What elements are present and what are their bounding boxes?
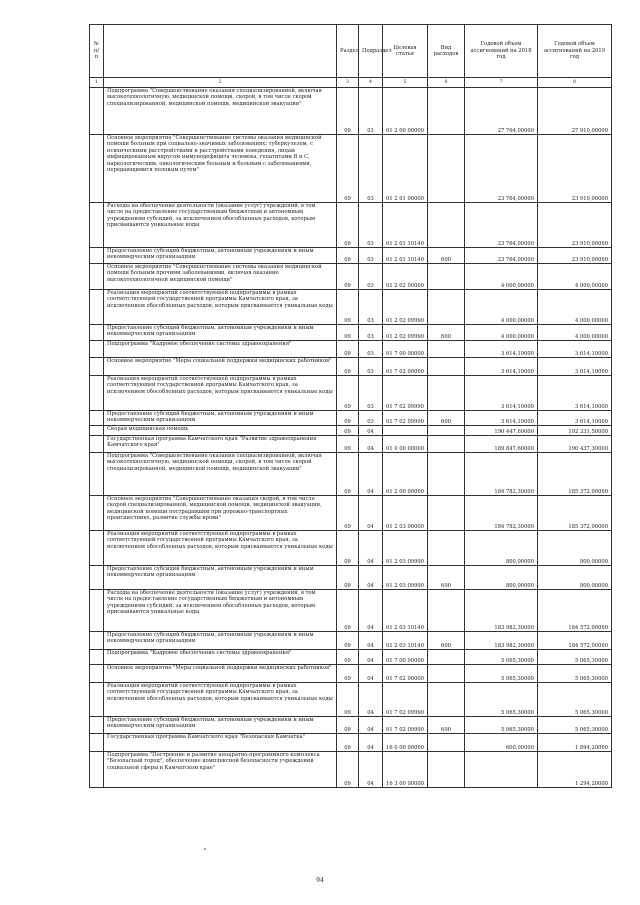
row-amount-2019: 800,00000	[538, 531, 612, 566]
row-amount-2019: 5 065,30000	[538, 717, 612, 734]
row-number	[90, 632, 104, 650]
row-amount-2019: 1 894,20000	[538, 734, 612, 752]
row-section: 09	[337, 665, 359, 683]
page-number: 94	[316, 877, 324, 884]
row-expense-type	[428, 436, 465, 453]
row-subsection: 04	[359, 453, 383, 496]
table-row	[90, 426, 612, 436]
row-subsection: 04	[359, 683, 383, 717]
table-row	[90, 341, 612, 358]
row-subsection: 03	[359, 325, 383, 341]
row-amount-2018: 4 000,00000	[465, 290, 538, 325]
row-subsection: 04	[359, 590, 383, 632]
row-subsection: 04	[359, 436, 383, 453]
row-target: 01 2 00 00000	[383, 88, 428, 135]
row-target: 01 7 02 00000	[383, 358, 428, 376]
row-number	[90, 248, 104, 264]
table-row	[90, 290, 612, 325]
row-amount-2018: 4 000,00000	[465, 325, 538, 341]
row-amount-2018: 183 982,30000	[465, 632, 538, 650]
scan-speck	[204, 848, 206, 850]
table-row	[90, 88, 612, 135]
row-subsection: 03	[359, 358, 383, 376]
row-target: 01 2 02 00000	[383, 264, 428, 290]
row-subsection: 04	[359, 752, 383, 788]
col-number: 7	[465, 78, 538, 88]
row-amount-2018: 3 614,10000	[465, 376, 538, 411]
row-expense-type: 600	[428, 717, 465, 734]
col-number: 4	[359, 78, 383, 88]
row-expense-type: 600	[428, 248, 465, 264]
row-expense-type: 600	[428, 632, 465, 650]
row-number	[90, 411, 104, 426]
row-section: 09	[337, 325, 359, 341]
row-section: 09	[337, 566, 359, 590]
row-section: 09	[337, 376, 359, 411]
row-target: 01 2 01 10140	[383, 203, 428, 248]
row-number	[90, 717, 104, 734]
table-row	[90, 264, 612, 290]
row-number	[90, 734, 104, 752]
row-amount-2019: 184 572,00000	[538, 590, 612, 632]
row-name: Предоставление субсидий бюджетным, автономным учреждениям и иным некоммерческим организациям	[104, 325, 337, 341]
row-amount-2018: 3 614,10000	[465, 411, 538, 426]
row-number	[90, 376, 104, 411]
row-expense-type	[428, 531, 465, 566]
row-expense-type	[428, 426, 465, 436]
row-target: 01 7 02 09990	[383, 376, 428, 411]
row-amount-2019: 192 331,50000	[538, 426, 612, 436]
col-number: 3	[337, 78, 359, 88]
row-section: 09	[337, 734, 359, 752]
table-row	[90, 590, 612, 632]
row-amount-2018	[465, 752, 538, 788]
row-target: 01 2 03 10140	[383, 632, 428, 650]
row-name: Реализация мероприятий соответствующей подпрограммы в рамках соответствующей государственной программы Камчатского края, за исключением обособленных расходов, которым присваиваются уникальные коды	[104, 683, 337, 717]
row-expense-type	[428, 341, 465, 358]
row-name: Основное мероприятие "Меры социальной поддержки медицинских работников"	[104, 358, 337, 376]
row-section: 09	[337, 632, 359, 650]
row-amount-2018: 23 764,00000	[465, 135, 538, 203]
row-expense-type	[428, 683, 465, 717]
row-name: Предоставление субсидий бюджетным, автономным учреждениям и иным некоммерческим организациям	[104, 566, 337, 590]
row-number	[90, 264, 104, 290]
row-amount-2018: 190 447,60000	[465, 426, 538, 436]
row-number	[90, 590, 104, 632]
row-section: 09	[337, 290, 359, 325]
row-amount-2019: 185 372,00000	[538, 453, 612, 496]
table-row	[90, 683, 612, 717]
row-expense-type	[428, 453, 465, 496]
header-num: № п/п	[90, 25, 104, 78]
header-name	[104, 25, 337, 78]
row-amount-2018: 3 614,10000	[465, 341, 538, 358]
row-name: Скорая медицинская помощь	[104, 426, 337, 436]
row-amount-2019: 4 000,00000	[538, 290, 612, 325]
row-number	[90, 88, 104, 135]
header-expense-type: Вид расходов	[428, 25, 465, 78]
row-expense-type	[428, 358, 465, 376]
row-number	[90, 290, 104, 325]
row-target: 01 7 02 09990	[383, 717, 428, 734]
row-name: Государственная программа Камчатского края "Безопасная Камчатка"	[104, 734, 337, 752]
row-amount-2018: 184 782,30000	[465, 496, 538, 531]
row-number	[90, 426, 104, 436]
table-row	[90, 325, 612, 341]
col-number: 8	[538, 78, 612, 88]
row-expense-type: 600	[428, 411, 465, 426]
row-amount-2019: 27 910,00000	[538, 88, 612, 135]
row-expense-type	[428, 734, 465, 752]
row-expense-type	[428, 752, 465, 788]
row-name: Реализация мероприятий соответствующей подпрограммы в рамках соответствующей государственной программы Камчатского края, за исключением обособленных расходов, которым присваиваются уникальные коды	[104, 531, 337, 566]
row-target: 01 2 03 09990	[383, 531, 428, 566]
header-row	[90, 25, 612, 78]
row-name: Основное мероприятие "Совершенствование системы оказания медицинской помощи больным при социально-значимых заболеваниях: туберкулезом, с психическими расстройствами и расстройствами поведения, лицам инфицированным вирусом иммунодефицита человека, гепатитами В и С, наркологическим, онкологическим больным и больным с заболеваниями, передающимися половым путем"	[104, 135, 337, 203]
row-amount-2019: 5 065,30000	[538, 650, 612, 665]
row-name: Основное мероприятие "Меры социальной поддержки медицинских работников"	[104, 665, 337, 683]
row-subsection: 04	[359, 650, 383, 665]
row-number	[90, 358, 104, 376]
row-name: Предоставление субсидий бюджетным, автономным учреждениям и иным некоммерческим организациям	[104, 632, 337, 650]
row-name: Расходы на обеспечение деятельности (оказание услуг) учреждений, в том числе на предоставление государственным бюджетным и автономным учреждениям субсидий, за исключением обособленных расходов, которым присваиваются уникальные коды	[104, 203, 337, 248]
row-subsection: 03	[359, 376, 383, 411]
row-amount-2018: 5 065,30000	[465, 683, 538, 717]
row-subsection: 03	[359, 264, 383, 290]
row-name: Реализация мероприятий соответствующей подпрограммы в рамках соответствующей государственной программы Камчатского края, за исключением обособленных расходов, которым присваиваются уникальные коды	[104, 376, 337, 411]
row-expense-type	[428, 135, 465, 203]
row-subsection: 03	[359, 135, 383, 203]
row-name: Государственная программа Камчатского края "Развитие здравоохранения Камчатского края"	[104, 436, 337, 453]
row-amount-2018: 600,00000	[465, 734, 538, 752]
col-number: 5	[383, 78, 428, 88]
row-amount-2019: 184 572,00000	[538, 632, 612, 650]
row-number	[90, 531, 104, 566]
row-section: 09	[337, 248, 359, 264]
row-name: Предоставление субсидий бюджетным, автономным учреждениям и иным некоммерческим организациям	[104, 411, 337, 426]
row-expense-type	[428, 88, 465, 135]
row-expense-type	[428, 590, 465, 632]
row-expense-type: 600	[428, 325, 465, 341]
row-name: Подпрограмма "Совершенствование оказания специализированной, включая высокотехнологичную, медицинской помощи, скорой, в том числе скорой специализированной, медицинской помощи, медицинской эвакуации"	[104, 453, 337, 496]
row-amount-2019: 5 065,30000	[538, 683, 612, 717]
table-row	[90, 496, 612, 531]
row-target: 01 2 00 00000	[383, 453, 428, 496]
row-number	[90, 665, 104, 683]
row-amount-2018: 800,00000	[465, 531, 538, 566]
row-name: Расходы на обеспечение деятельности (оказание услуг) учреждений, в том числе на предоставление государственным бюджетным и автономным учреждениям субсидий, за исключением обособленных расходов, которым присваиваются уникальные коды	[104, 590, 337, 632]
row-amount-2018: 5 065,30000	[465, 650, 538, 665]
row-amount-2019: 23 910,00000	[538, 248, 612, 264]
row-expense-type	[428, 203, 465, 248]
header-target: Целевая статья	[383, 25, 428, 78]
row-expense-type	[428, 290, 465, 325]
col-number: 2	[104, 78, 337, 88]
row-expense-type	[428, 665, 465, 683]
table-row	[90, 358, 612, 376]
row-amount-2018: 183 982,30000	[465, 590, 538, 632]
row-subsection: 04	[359, 632, 383, 650]
table-row	[90, 135, 612, 203]
header-2019: Годовой объем ассигнований на 2019 год	[538, 25, 612, 78]
row-section: 09	[337, 496, 359, 531]
row-subsection: 04	[359, 426, 383, 436]
row-expense-type	[428, 376, 465, 411]
row-section: 09	[337, 88, 359, 135]
table-row	[90, 436, 612, 453]
row-amount-2019: 3 614,10000	[538, 376, 612, 411]
row-target: 01 7 02 09990	[383, 411, 428, 426]
row-number	[90, 325, 104, 341]
row-target: 01 2 01 10140	[383, 248, 428, 264]
table-row	[90, 566, 612, 590]
row-target: 01 7 00 00000	[383, 341, 428, 358]
row-subsection: 03	[359, 248, 383, 264]
row-subsection: 03	[359, 88, 383, 135]
row-amount-2019: 1 294,20000	[538, 752, 612, 788]
row-name: Предоставление субсидий бюджетным, автономным учреждениям и иным некоммерческим организациям	[104, 248, 337, 264]
table-row	[90, 453, 612, 496]
row-expense-type	[428, 496, 465, 531]
row-section: 09	[337, 358, 359, 376]
table-row	[90, 376, 612, 411]
table-row	[90, 734, 612, 752]
row-number	[90, 683, 104, 717]
row-target: 01 2 03 10140	[383, 590, 428, 632]
table-row	[90, 248, 612, 264]
row-section: 09	[337, 264, 359, 290]
row-number	[90, 436, 104, 453]
row-section: 09	[337, 531, 359, 566]
row-name: Подпрограмма "Кадровое обеспечение системы здравоохранения"	[104, 341, 337, 358]
row-number	[90, 752, 104, 788]
row-subsection: 03	[359, 411, 383, 426]
header-2018: Годовой объем ассигнований на 2018 год	[465, 25, 538, 78]
row-section: 09	[337, 135, 359, 203]
row-subsection: 04	[359, 496, 383, 531]
row-amount-2019: 4 000,00000	[538, 325, 612, 341]
row-name: Подпрограмма "Построение и развитие аппаратно-программного комплекса "Безопасный город", обеспечение комплексной безопасности учреждений социальной сферы в Камчатском крае"	[104, 752, 337, 788]
table-row	[90, 203, 612, 248]
table-row	[90, 531, 612, 566]
row-target: 16 3 00 00000	[383, 752, 428, 788]
row-name: Предоставление субсидий бюджетным, автономным учреждениям и иным некоммерческим организациям	[104, 717, 337, 734]
row-section: 09	[337, 650, 359, 665]
row-subsection: 04	[359, 734, 383, 752]
row-amount-2018: 23 764,00000	[465, 203, 538, 248]
table-row	[90, 717, 612, 734]
budget-table	[89, 24, 612, 788]
row-number	[90, 203, 104, 248]
header-subsection: Подраздел	[359, 25, 383, 78]
row-section: 09	[337, 590, 359, 632]
row-number	[90, 453, 104, 496]
row-target: 01 7 02 09990	[383, 683, 428, 717]
table-row	[90, 650, 612, 665]
row-amount-2018: 5 065,30000	[465, 717, 538, 734]
row-target: 01 7 00 00000	[383, 650, 428, 665]
row-number	[90, 341, 104, 358]
row-amount-2019: 190 437,30000	[538, 436, 612, 453]
header-section: Раздел	[337, 25, 359, 78]
row-subsection: 04	[359, 531, 383, 566]
table-row	[90, 665, 612, 683]
row-target: 01 0 00 00000	[383, 436, 428, 453]
row-expense-type	[428, 264, 465, 290]
row-target: 01 7 02 00000	[383, 665, 428, 683]
row-section: 09	[337, 426, 359, 436]
row-amount-2019: 3 614,10000	[538, 341, 612, 358]
row-section: 09	[337, 683, 359, 717]
row-amount-2019: 3 614,10000	[538, 411, 612, 426]
row-section: 09	[337, 717, 359, 734]
row-number	[90, 135, 104, 203]
row-target: 01 2 02 09990	[383, 290, 428, 325]
row-target: 01 2 02 09990	[383, 325, 428, 341]
col-number: 1	[90, 78, 104, 88]
row-amount-2019: 4 000,00000	[538, 264, 612, 290]
row-amount-2018: 23 764,00000	[465, 248, 538, 264]
row-number	[90, 496, 104, 531]
row-amount-2019: 800,00000	[538, 566, 612, 590]
row-subsection: 04	[359, 566, 383, 590]
row-target: 01 2 03 00000	[383, 496, 428, 531]
row-amount-2018: 3 614,10000	[465, 358, 538, 376]
row-target: 01 2 03 09990	[383, 566, 428, 590]
col-number: 6	[428, 78, 465, 88]
row-name: Основное мероприятие "Совершенствование оказания скорой, в том числе скорой специализированной, медицинской помощи, медицинской эвакуации, медицинской помощи пострадавшим при дорожно-транспортных происшествиях, развитие службы крови"	[104, 496, 337, 531]
row-number	[90, 566, 104, 590]
row-expense-type	[428, 650, 465, 665]
row-subsection: 03	[359, 203, 383, 248]
row-number	[90, 650, 104, 665]
row-expense-type: 600	[428, 566, 465, 590]
table-row	[90, 632, 612, 650]
row-section: 09	[337, 436, 359, 453]
row-section: 09	[337, 752, 359, 788]
row-section: 09	[337, 341, 359, 358]
row-name: Основное мероприятие "Совершенствование системы оказания медицинской помощи больным прочими заболеваниями, включая оказание высокотехнологичной медицинской помощи"	[104, 264, 337, 290]
row-amount-2018: 27 764,00000	[465, 88, 538, 135]
row-amount-2019: 23 910,00000	[538, 135, 612, 203]
row-section: 09	[337, 203, 359, 248]
row-amount-2019: 3 614,10000	[538, 358, 612, 376]
row-subsection: 04	[359, 665, 383, 683]
row-target	[383, 426, 428, 436]
row-amount-2019: 23 910,00000	[538, 203, 612, 248]
row-amount-2018: 184 782,30000	[465, 453, 538, 496]
row-target: 01 2 01 00000	[383, 135, 428, 203]
row-name: Реализация мероприятий соответствующей подпрограммы в рамках соответствующей государственной программы Камчатского края, за исключением обособленных расходов, которым присваиваются уникальные коды	[104, 290, 337, 325]
row-subsection: 04	[359, 717, 383, 734]
row-target: 16 0 00 00000	[383, 734, 428, 752]
row-amount-2018: 189 847,60000	[465, 436, 538, 453]
table-row	[90, 411, 612, 426]
row-subsection: 03	[359, 341, 383, 358]
row-amount-2018: 800,00000	[465, 566, 538, 590]
row-section: 09	[337, 453, 359, 496]
row-name: Подпрограмма "Кадровое обеспечение системы здравоохранения"	[104, 650, 337, 665]
column-number-row	[90, 78, 612, 88]
row-amount-2018: 5 065,30000	[465, 665, 538, 683]
table-row	[90, 752, 612, 788]
row-subsection: 03	[359, 290, 383, 325]
row-amount-2019: 5 065,30000	[538, 665, 612, 683]
row-amount-2019: 185 372,00000	[538, 496, 612, 531]
row-name: Подпрограмма "Совершенствование оказания специализированной, включая высокотехнологичную, медицинской помощи, скорой, в том числе скорой специализированной, медицинской помощи, медицинской эвакуации"	[104, 88, 337, 135]
row-section: 09	[337, 411, 359, 426]
row-amount-2018: 4 000,00000	[465, 264, 538, 290]
